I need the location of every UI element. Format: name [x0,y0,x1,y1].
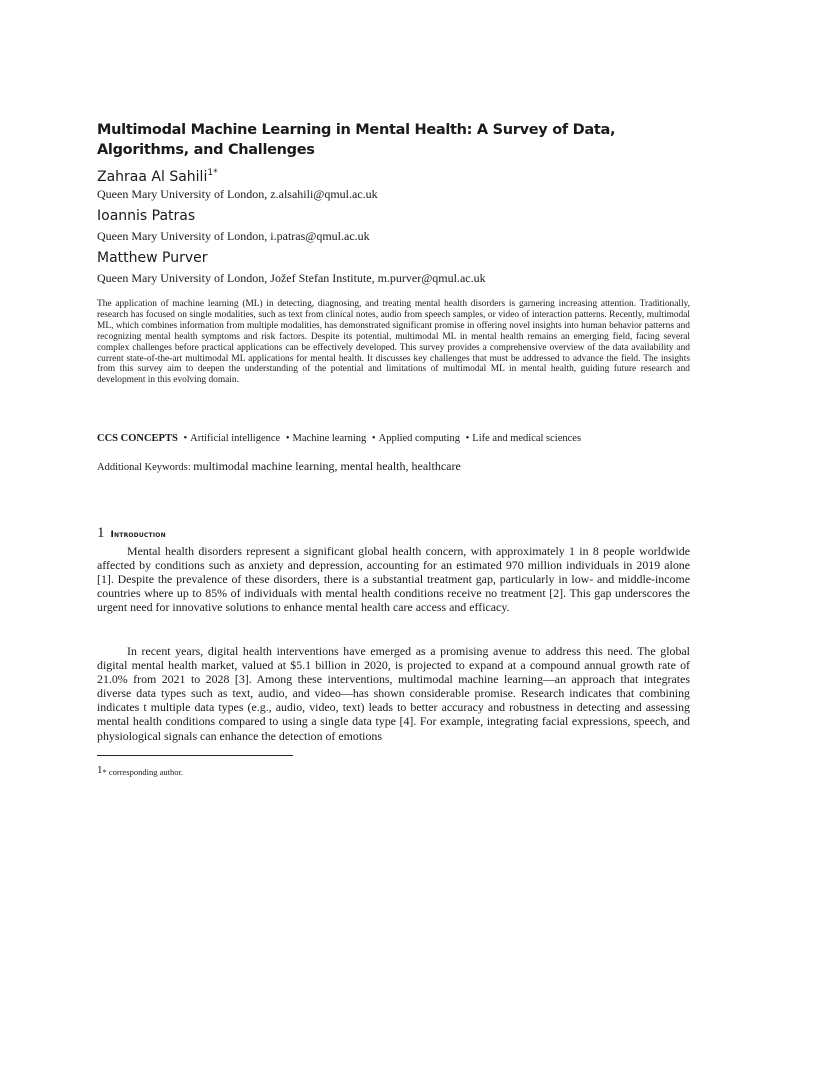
ccs-label: CCS CONCEPTS [97,433,178,444]
footnote [97,764,183,778]
author-affiliation-3: Queen Mary University of London, Jožef Stefan Institute, m.purver@qmul.ac.uk [97,271,486,285]
author-marker: 1* [207,168,218,178]
ccs-bullet: • [183,433,188,444]
ccs-bullet: • [285,433,290,444]
author-name-2: Ioannis Patras [97,208,196,224]
keywords-values: multimodal machine learning, mental health, healthcare [193,459,461,473]
section-number: 1 [97,525,105,541]
ccs-item: Life and medical sciences [472,433,582,444]
author-affiliation-1: Queen Mary University of London, z.alsahili@qmul.ac.uk [97,187,378,201]
footnote-divider [97,755,293,756]
ccs-bullet: • [371,433,376,444]
ccs-item: Artificial intelligence [190,433,281,444]
keywords-label: Additional Keywords: [97,462,191,473]
ccs-item: Machine learning [292,433,367,444]
ccs-concepts [97,432,581,445]
ccs-bullet: • [465,433,470,444]
body-paragraph-2: In recent years, digital health interventions have emerged as a promising avenue to address this need. The global digital mental health market, valued at $5.1 billion in 2020, is projected to expand at a compound annual growth rate of 21.0% from 2021 to 2028 [3]. Among these interventions, multimodal machine learning—an approach that integrates diverse data types such as text, audio, and video—has shown considerable promise. Research indicates that combining indicates t multiple data types (e.g., audio, video, text) leads to better accuracy and robustness in detecting and assessing mental health conditions compared to using a single data type [4]. For example, integrating facial expressions, speech, and physiological signals can enhance the detection of emotions [97,644,690,743]
author-name-3: Matthew Purver [97,250,208,266]
section-heading [97,524,166,542]
section-title: Introduction [110,530,166,540]
footnote-mark: 1 [97,764,103,776]
author-name-1 [97,164,218,186]
author-affiliation-2: Queen Mary University of London, i.patras@qmul.ac.uk [97,229,370,243]
keywords [97,459,461,475]
paper-title: Multimodal Machine Learning in Mental Health: A Survey of Data, Algorithms, and Challenges [97,122,616,158]
author-name-text: Zahraa Al Sahili [97,169,208,185]
ccs-item: Applied computing [378,433,460,444]
abstract: The application of machine learning (ML) in detecting, diagnosing, and treating mental health disorders is garnering increasing attention. Traditionally, research has focused on single modalities, such as text from clinical notes, audio from speech samples, or video of interaction patterns. Recently, multimodal ML, which combines information from multiple modalities, has demonstrated significant promise in offering novel insights into human behavior patterns and recognizing mental health symptoms and risk factors. Despite its potential, multimodal ML in mental health remains an emerging field, facing several complex challenges before practical applications can be effectively developed. This survey provides a comprehensive overview of the data availability and current state-of-the-art multimodal ML applications for mental health. It discusses key challenges that must be addressed to advance the field. The insights from this survey aim to deepen the understanding of the potential and limitations of multimodal ML in mental health, guiding future research and development in this evolving domain. [97,299,690,386]
body-paragraph-1: Mental health disorders represent a significant global health concern, with approximately 1 in 8 people worldwide affected by conditions such as anxiety and depression, accounting for an estimated 970 million individuals in 2019 alone [1]. Despite the prevalence of these disorders, there is a substantial treatment gap, particularly in low- and middle-income countries where up to 85% of individuals with mental health conditions receive no treatment [2]. This gap underscores the urgent need for innovative solutions to enhance mental health care access and efficacy. [97,544,690,615]
footnote-text: * corresponding author. [102,767,183,777]
